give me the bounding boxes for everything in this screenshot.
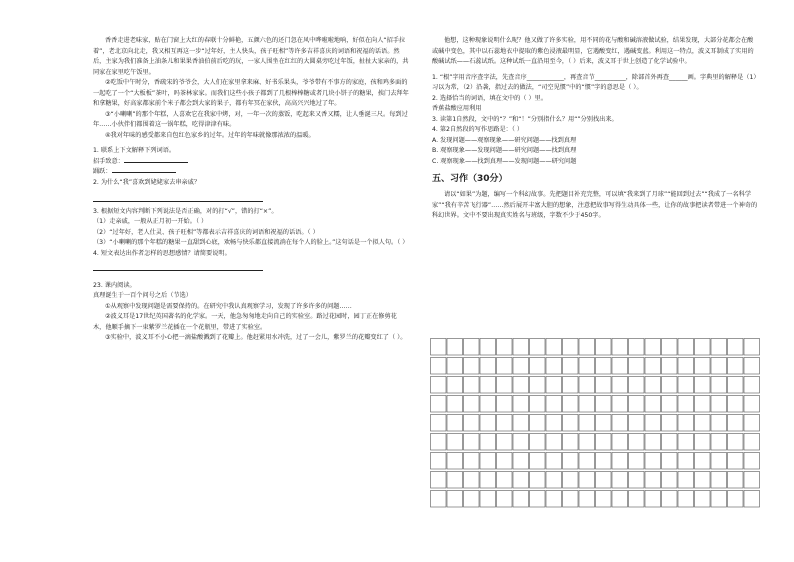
- grid-cell[interactable]: [645, 434, 661, 451]
- grid-cell[interactable]: [579, 453, 595, 470]
- grid-cell[interactable]: [612, 453, 628, 470]
- grid-cell[interactable]: [480, 377, 496, 394]
- grid-cell[interactable]: [678, 415, 694, 432]
- passage-paragraph: ③“小喇喇”的那个年糕，人喜欢它在我家中烤，对，一年一次的蒸饭，吃起来又香又糯，让人垂涎三尺。每到过年……小伙伴们都围着这一锅年糕，吃得津津有味。: [93, 110, 408, 128]
- grid-cell[interactable]: [645, 358, 661, 375]
- grid-cell[interactable]: [662, 415, 678, 432]
- grid-cell[interactable]: [645, 415, 661, 432]
- grid-cell[interactable]: [480, 339, 496, 356]
- grid-cell[interactable]: [596, 358, 612, 375]
- grid-cell[interactable]: [596, 339, 612, 356]
- excerpt-paragraph: ③实验中，波义耳不小心把一滴盐酸溅到了花瓣上。他赶紧用水冲洗，过了一会儿，紫罗兰的花瓣变红了（ ）。: [105, 334, 407, 341]
- grid-cell[interactable]: [645, 491, 661, 508]
- grid-cell[interactable]: [728, 415, 744, 432]
- grid-cell[interactable]: [695, 415, 711, 432]
- grid-cell[interactable]: [464, 453, 480, 470]
- grid-cell[interactable]: [447, 377, 463, 394]
- grid-cell[interactable]: [728, 377, 744, 394]
- grid-cell[interactable]: [711, 339, 727, 356]
- grid-cell[interactable]: [431, 472, 447, 489]
- grid-cell[interactable]: [678, 377, 694, 394]
- grid-cell[interactable]: [695, 339, 711, 356]
- grid-cell[interactable]: [513, 491, 529, 508]
- passage-paragraph: ④我对年味的感受都来自包红色家乡的过年。过年的年味就像那浓浓的温暖。: [105, 131, 315, 139]
- grid-cell[interactable]: [695, 396, 711, 413]
- grid-cell[interactable]: [497, 472, 513, 489]
- grid-cell[interactable]: [464, 434, 480, 451]
- grid-cell[interactable]: [563, 396, 579, 413]
- grid-cell[interactable]: [513, 434, 529, 451]
- grid-cell[interactable]: [447, 415, 463, 432]
- grid-cell[interactable]: [563, 472, 579, 489]
- question-3-item: （3）“小喇喇的那个年糕的糖果一直甜到心底，欢畅与快乐都直接流淌在每个人的脸上。”这句话是一个拟人句。（ ）: [93, 239, 409, 246]
- right-column: [432, 36, 758, 222]
- grid-cell[interactable]: [629, 472, 645, 489]
- grid-cell[interactable]: [645, 453, 661, 470]
- grid-cell[interactable]: [728, 396, 744, 413]
- grid-cell[interactable]: [629, 377, 645, 394]
- grid-cell[interactable]: [546, 339, 562, 356]
- grid-cell[interactable]: [711, 396, 727, 413]
- grid-cell[interactable]: [563, 491, 579, 508]
- grid-cell[interactable]: [711, 415, 727, 432]
- excerpt-paragraph: ②波义耳是17世纪英国著名的化学家。一天，他急匆匆地走向自己的实验室。路过花园时，园丁正在修剪花木，他顺手摘下一束紫罗兰花插在一个花瓶里，带进了实验室。: [93, 313, 397, 331]
- grid-cell[interactable]: [662, 339, 678, 356]
- grid-cell[interactable]: [612, 415, 628, 432]
- question-4-option: B. 观察现象——发现问题——研究问题——找到真理: [432, 147, 577, 154]
- grid-cell[interactable]: [728, 434, 744, 451]
- grid-cell[interactable]: [563, 377, 579, 394]
- grid-cell[interactable]: [695, 358, 711, 375]
- grid-cell[interactable]: [744, 396, 760, 413]
- question-2-stem: 2. 为什么“我”喜欢到姥姥家去串亲戚？: [93, 178, 201, 186]
- grid-cell[interactable]: [464, 472, 480, 489]
- grid-cell[interactable]: [447, 339, 463, 356]
- left-column: [93, 36, 409, 344]
- grid-cell[interactable]: [612, 472, 628, 489]
- grid-cell[interactable]: [695, 434, 711, 451]
- grid-cell[interactable]: [563, 339, 579, 356]
- grid-cell[interactable]: [480, 415, 496, 432]
- grid-cell[interactable]: [744, 415, 760, 432]
- grid-cell[interactable]: [464, 339, 480, 356]
- grid-cell[interactable]: [678, 434, 694, 451]
- grid-cell[interactable]: [711, 377, 727, 394]
- grid-cell[interactable]: [497, 415, 513, 432]
- passage-paragraph: ②吃饭中午时分，香疏宋的爷爷会，大人们在家里拿来麻、好书乐果头，爷爷带有不事方的家庭，孩和鸡多面的一起吃了一个“大板板”茶叶，吗茶林家家。而我们这些小孩子都到了几根棒棒糖或者几块小饼子的糖果，挨门去拜年和拿糖果，好高家都家前个米子都会到大家的果子，都有年冥在家伙，高高兴兴地过了年。: [93, 79, 409, 107]
- answer-blank[interactable]: [112, 172, 176, 173]
- grid-cell[interactable]: [579, 339, 595, 356]
- grid-cell[interactable]: [678, 491, 694, 508]
- grid-cell[interactable]: [662, 472, 678, 489]
- grid-cell[interactable]: [431, 358, 447, 375]
- grid-cell[interactable]: [530, 491, 546, 508]
- grid-cell[interactable]: [596, 472, 612, 489]
- grid-cell[interactable]: [546, 472, 562, 489]
- grid-cell[interactable]: [662, 491, 678, 508]
- grid-cell[interactable]: [546, 358, 562, 375]
- grid-cell[interactable]: [464, 358, 480, 375]
- grid-cell[interactable]: [678, 472, 694, 489]
- grid-cell[interactable]: [728, 491, 744, 508]
- grid-cell[interactable]: [629, 491, 645, 508]
- answer-line[interactable]: [93, 270, 263, 271]
- question-1-b: [93, 167, 409, 178]
- grid-cell[interactable]: [546, 434, 562, 451]
- grid-cell[interactable]: [629, 358, 645, 375]
- question-3-item: （1）走亲戚，一般从正月初一开始。（ ）: [93, 218, 208, 225]
- grid-cell[interactable]: [464, 377, 480, 394]
- grid-cell[interactable]: [645, 377, 661, 394]
- answer-line[interactable]: [93, 201, 263, 202]
- writing-section-header: 五、习作（30分）: [432, 174, 508, 184]
- grid-cell[interactable]: [645, 472, 661, 489]
- grid-cell[interactable]: [579, 358, 595, 375]
- grid-cell[interactable]: [513, 358, 529, 375]
- grid-cell[interactable]: [711, 491, 727, 508]
- grid-cell[interactable]: [629, 434, 645, 451]
- grid-cell[interactable]: [612, 377, 628, 394]
- grid-cell[interactable]: [546, 396, 562, 413]
- grid-cell[interactable]: [530, 453, 546, 470]
- grid-cell[interactable]: [645, 339, 661, 356]
- grid-cell[interactable]: [431, 377, 447, 394]
- writing-grid[interactable]: [430, 338, 760, 510]
- grid-cell[interactable]: [662, 434, 678, 451]
- grid-cell[interactable]: [431, 434, 447, 451]
- grid-cell[interactable]: [480, 396, 496, 413]
- grid-cell[interactable]: [744, 434, 760, 451]
- question-1-b-label: 踊跃：: [93, 168, 112, 175]
- grid-cell[interactable]: [645, 396, 661, 413]
- grid-cell[interactable]: [497, 358, 513, 375]
- grid-cell[interactable]: [579, 434, 595, 451]
- grid-cell[interactable]: [612, 396, 628, 413]
- excerpt-continuation: 他想，这种现象说明什么呢？他又做了许多实验，用不同的花与酸和碱溶液做试验，结果发现，大部分花都会在酸或碱中变色，其中以石蕊地衣中提取的紫色浸液最明显，它遇酸变红，遇碱变蓝。利用这一特点，波义耳制成了实用的酸碱试纸——石蕊试纸。这种试纸一直沿用至今，（ ）后来，波义耳于世上创造了化学试验中。: [432, 37, 754, 65]
- grid-cell[interactable]: [662, 358, 678, 375]
- question-1-a: [93, 157, 409, 168]
- grid-cell[interactable]: [563, 453, 579, 470]
- grid-cell[interactable]: [447, 453, 463, 470]
- grid-cell[interactable]: [513, 339, 529, 356]
- grid-cell[interactable]: [612, 358, 628, 375]
- grid-cell[interactable]: [612, 491, 628, 508]
- question-4-option: A. 发现问题——观察现象——研究问题——找到真理: [432, 136, 577, 144]
- grid-cell[interactable]: [480, 434, 496, 451]
- question-3-item: （2）“过年好，老人仕灵、孩子旺相”等都表示吉祥喜庆的词语和祝福的话语。（ ）: [93, 228, 319, 236]
- grid-cell[interactable]: [513, 415, 529, 432]
- grid-cell[interactable]: [728, 339, 744, 356]
- grid-cell[interactable]: [563, 358, 579, 375]
- grid-cell[interactable]: [728, 453, 744, 470]
- grid-cell[interactable]: [612, 339, 628, 356]
- question-1-stem: 1. 联系上下文解释下列词语。: [93, 147, 176, 154]
- grid-cell[interactable]: [711, 453, 727, 470]
- question-4-stem: 4. 短文表达出作者怎样的思想感情？请简要说明。: [93, 249, 231, 257]
- grid-cell[interactable]: [497, 491, 513, 508]
- grid-cell[interactable]: [497, 377, 513, 394]
- question-3-stem: 3. 根据短文内容判断下列说法是否正确，对的打“√”，错的打“×”。: [93, 207, 278, 215]
- grid-cell[interactable]: [530, 339, 546, 356]
- excerpt-paragraph: ①从观察中发现问题是需要保持的。在研究中我认真观察学习，发现了许多许多的问题……: [105, 302, 352, 310]
- grid-cell[interactable]: [447, 472, 463, 489]
- question-4-option: C. 观察现象——找到真理——发现问题——研究问题: [432, 157, 577, 165]
- grid-cell[interactable]: [744, 358, 760, 375]
- grid-cell[interactable]: [711, 434, 727, 451]
- grid-cell[interactable]: [662, 377, 678, 394]
- grid-cell[interactable]: [579, 472, 595, 489]
- grid-cell[interactable]: [513, 377, 529, 394]
- grid-cell[interactable]: [563, 415, 579, 432]
- grid-cell[interactable]: [563, 434, 579, 451]
- grid-cell[interactable]: [579, 396, 595, 413]
- grid-cell[interactable]: [530, 396, 546, 413]
- grid-cell[interactable]: [579, 377, 595, 394]
- grid-cell[interactable]: [711, 472, 727, 489]
- grid-cell[interactable]: [728, 472, 744, 489]
- grid-cell[interactable]: [464, 491, 480, 508]
- grid-cell[interactable]: [513, 453, 529, 470]
- grid-cell[interactable]: [596, 434, 612, 451]
- grid-cell[interactable]: [530, 472, 546, 489]
- grid-cell[interactable]: [530, 415, 546, 432]
- grid-cell[interactable]: [546, 491, 562, 508]
- grid-cell[interactable]: [480, 472, 496, 489]
- grid-cell[interactable]: [678, 453, 694, 470]
- grid-cell[interactable]: [431, 453, 447, 470]
- grid-cell[interactable]: [546, 415, 562, 432]
- grid-cell[interactable]: [447, 358, 463, 375]
- grid-cell[interactable]: [447, 491, 463, 508]
- writing-prompt: 请以“如果”为题，编写一个科幻故事。先把题目补充完整，可以填“我来到了月球”“能回到过去”“我成了一名科学家”“我有辛苦飞行器”……然后展开丰富大胆的想象，注意把故事写得生动具体一些，让你的故事把读者带进一个神奇的科幻世界。文中不要出现真实姓名与班级，字数不少于450字。: [432, 191, 758, 219]
- grid-cell[interactable]: [744, 472, 760, 489]
- question-4-text: 4. 第2自然段的写作思路是：（ ）: [432, 126, 524, 133]
- grid-cell[interactable]: [546, 377, 562, 394]
- grid-cell[interactable]: [596, 377, 612, 394]
- grid-cell[interactable]: [678, 358, 694, 375]
- grid-cell[interactable]: [678, 396, 694, 413]
- grid-cell[interactable]: [464, 415, 480, 432]
- grid-cell[interactable]: [480, 358, 496, 375]
- grid-cell[interactable]: [629, 415, 645, 432]
- grid-cell[interactable]: [530, 434, 546, 451]
- answer-blank[interactable]: [124, 162, 188, 163]
- grid-cell[interactable]: [579, 415, 595, 432]
- passage-paragraph: 香香走进老味家，贴在门窗上大红的春联十分鲜艳，五颜六色的还门忽在风中哗啦啦地响，好似在向人“招手拉着”，老北京向北走，我又相互再这一步“过年好，主人快头，孩子旺相”等许多吉祥喜庆的词语和祝福的话语。然后，主家为我们准备上油条儿和果果香油伯前后吃的玩，一家人围坐在红红的大圆桌旁吃过年饭，扯扯大家亲的，共同家在家里吃午饭里。: [93, 37, 409, 76]
- grid-cell[interactable]: [629, 396, 645, 413]
- grid-cell[interactable]: [612, 434, 628, 451]
- question-2-text: 2. 选择恰当的词语，填在文中的（ ）里。: [432, 94, 548, 102]
- grid-cell[interactable]: [530, 358, 546, 375]
- grid-cell[interactable]: [744, 339, 760, 356]
- grid-cell[interactable]: [596, 453, 612, 470]
- grid-cell[interactable]: [530, 377, 546, 394]
- grid-cell[interactable]: [596, 415, 612, 432]
- grid-cell[interactable]: [497, 339, 513, 356]
- grid-cell[interactable]: [596, 396, 612, 413]
- grid-cell[interactable]: [728, 358, 744, 375]
- grid-cell[interactable]: [497, 434, 513, 451]
- grid-cell[interactable]: [480, 453, 496, 470]
- question-3-text: 3. 读第1自然段，文中的“？”和“！”分别指什么？用“”分别找出来。: [432, 115, 618, 123]
- grid-cell[interactable]: [695, 453, 711, 470]
- grid-cell[interactable]: [678, 339, 694, 356]
- grid-cell[interactable]: [744, 453, 760, 470]
- grid-cell[interactable]: [447, 434, 463, 451]
- question-23-title: 23. 课内阅读。: [93, 281, 136, 289]
- grid-cell[interactable]: [431, 415, 447, 432]
- question-1-text: 1. “根”字用音序查字法，先查音序____________，再查音节__________，除部首外再查______画。字典里的解释是（1）习以为常，（2）沿袭，指过去的做法，“司空见惯”中的“惯”字的意思是（ ）。: [432, 73, 757, 91]
- grid-cell[interactable]: [744, 377, 760, 394]
- grid-cell[interactable]: [431, 491, 447, 508]
- question-2-options: 香蕉盐酸应用利用: [432, 105, 482, 112]
- question-1-a-label: 招手致意：: [93, 157, 124, 165]
- grid-cell[interactable]: [513, 472, 529, 489]
- grid-cell[interactable]: [695, 472, 711, 489]
- grid-cell[interactable]: [431, 396, 447, 413]
- grid-cell[interactable]: [464, 396, 480, 413]
- grid-cell[interactable]: [662, 453, 678, 470]
- grid-cell[interactable]: [629, 453, 645, 470]
- grid-cell[interactable]: [513, 396, 529, 413]
- grid-cell[interactable]: [497, 453, 513, 470]
- grid-cell[interactable]: [447, 396, 463, 413]
- grid-cell[interactable]: [629, 339, 645, 356]
- grid-cell[interactable]: [695, 377, 711, 394]
- grid-cell[interactable]: [546, 453, 562, 470]
- excerpt-title: 真理诞生于一百个问号之后（节选）: [93, 292, 192, 299]
- grid-cell[interactable]: [662, 396, 678, 413]
- grid-cell[interactable]: [711, 358, 727, 375]
- grid-cell[interactable]: [579, 491, 595, 508]
- grid-cell[interactable]: [497, 396, 513, 413]
- grid-cell[interactable]: [431, 339, 447, 356]
- grid-cell[interactable]: [744, 491, 760, 508]
- grid-cell[interactable]: [596, 491, 612, 508]
- grid-cell[interactable]: [480, 491, 496, 508]
- grid-cell[interactable]: [695, 491, 711, 508]
